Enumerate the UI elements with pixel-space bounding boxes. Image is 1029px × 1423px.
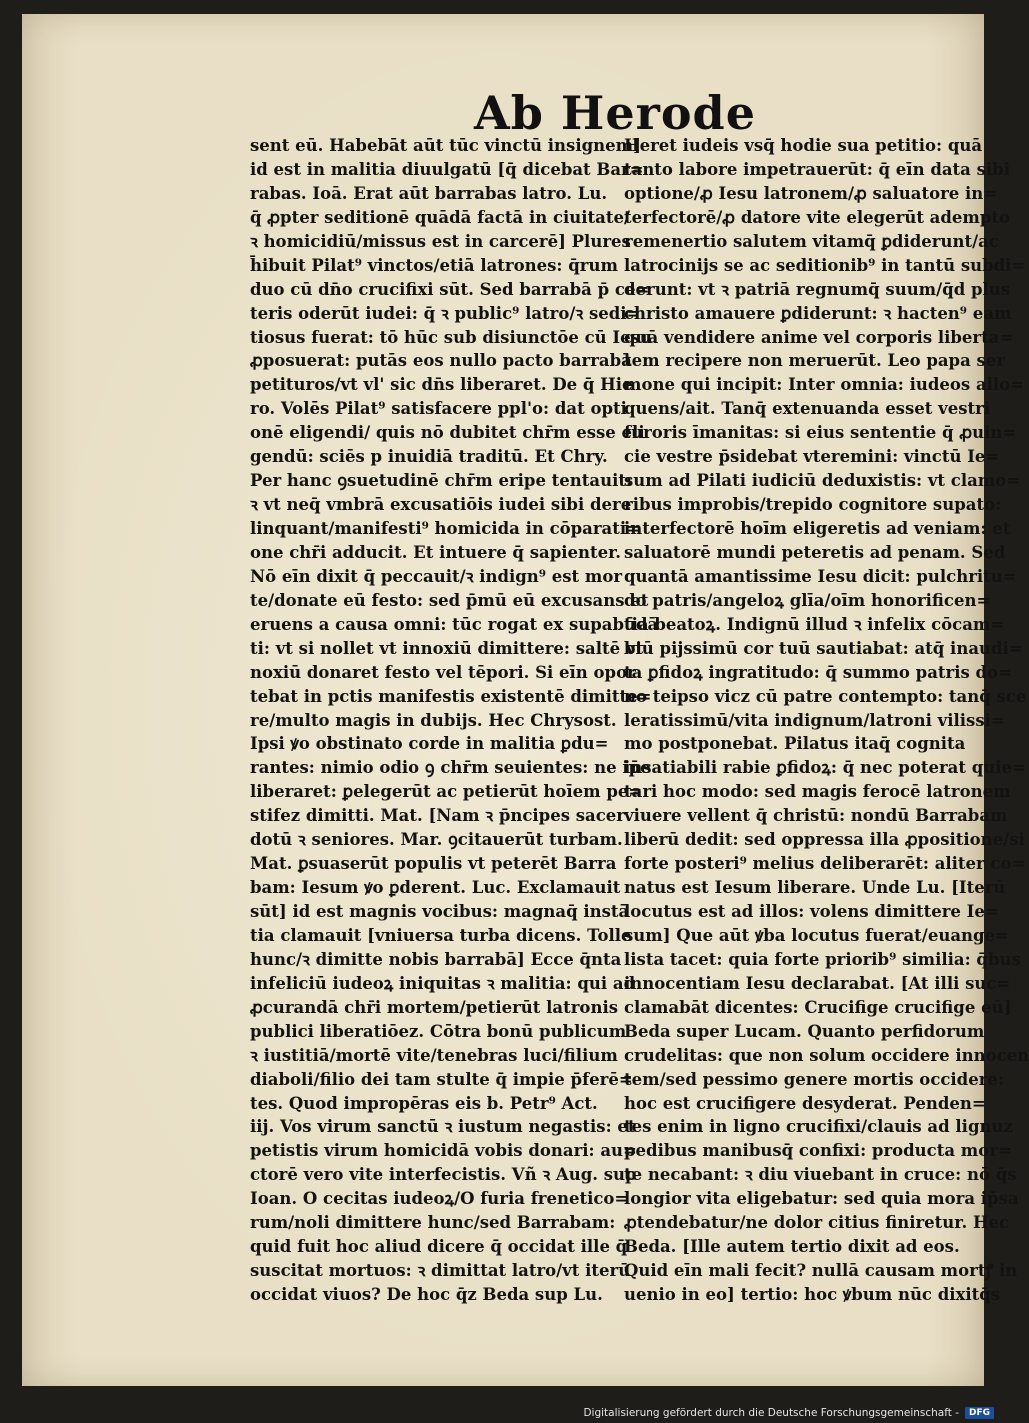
text-line: tiosus fuerat: tō hūc sub disiunctōe cū Iesu bbox=[250, 327, 652, 347]
text-line: christo amauere ꝑdiderunt: ꝛ hacten⁹ eam bbox=[624, 303, 1012, 323]
dfg-logo: DFG bbox=[965, 1407, 994, 1419]
text-line: saluatorē mundi peteretis ad penam. Sed bbox=[624, 542, 1006, 562]
text-line: iij. Vos virum sanctū ꝛ iustum negastis: et bbox=[250, 1117, 636, 1137]
text-line: onē eligendi/ quis nō dubitet chr̄m esse eli bbox=[250, 423, 645, 443]
text-line: Ipsi ꝟo obstinato corde in malitia ꝑdu= bbox=[250, 734, 609, 754]
text-line: infeliciū iudeoꝝ iniquitas ꝛ malitia: qui ad bbox=[250, 973, 636, 993]
text-line: natus est Iesum liberare. Unde Lu. [Iterū bbox=[624, 878, 1006, 898]
text-line: ti: vt si nollet vt innoxiū dimittere: saltē vt bbox=[250, 638, 644, 658]
text-line: ctorē vero vite interfecistis. Vñ ꝛ Aug. sup bbox=[250, 1165, 637, 1185]
left-text-column bbox=[250, 134, 659, 1307]
text-line: uenio in eo] tertio: hoc ꝟbum nūc dixitq̄s bbox=[624, 1285, 1001, 1304]
text-line: forte posteri⁹ melius deliberarēt: aliter co= bbox=[624, 854, 1026, 874]
text-line: rum/noli dimittere hunc/sed Barrabam: bbox=[250, 1213, 616, 1233]
book-page bbox=[22, 14, 1029, 1386]
text-line: quā vendidere anime vel corporis liberta= bbox=[624, 327, 1014, 347]
right-text-column bbox=[624, 134, 1029, 1307]
text-line: ꝛ homicidiū/missus est in carcerē] Plures bbox=[250, 231, 631, 251]
text-line: one chr̄i adducit. Et intuere q̄ sapienter. bbox=[250, 542, 622, 562]
text-line: quantā amantissime Iesu dicit: pulchritu= bbox=[624, 566, 1017, 586]
text-line: ꝛ vt neq̄ vmbrā excusatiōis iudei sibi dere bbox=[250, 495, 632, 515]
text-line: publici liberatiōez. Cōtra bonū publicum bbox=[250, 1021, 627, 1041]
text-line: stifez dimitti. Mat. [Nam ꝛ p̄ncipes sacer bbox=[250, 806, 625, 826]
text-line: q̄ ꝓpter seditionē quādā factā in ciuitate/ bbox=[250, 207, 631, 227]
text-line: te/donate eū festo: sed p̄mū eū excusans et bbox=[250, 590, 649, 610]
text-line: mone qui incipit: Inter omnia: iudeos allo= bbox=[624, 375, 1025, 395]
text-line: tebat in pctis manifestis existentē dimitte= bbox=[250, 686, 652, 706]
text-line: Mat. ꝑsuaserūt populis vt peterēt Barra bbox=[250, 854, 617, 874]
text-line: ro. Volēs Pilat⁹ satisfacere ppl'o: dat opti bbox=[250, 399, 627, 419]
text-line: id est in malitia diuulgatū [q̄ dicebat Bar= bbox=[250, 159, 644, 179]
text-line: noxiū donaret festo vel tēpori. Si eīn opor bbox=[250, 662, 636, 682]
text-line: sum ad Pilati iudiciū deduxistis: vt clamo= bbox=[624, 471, 1021, 491]
text-line: ꝛ iustitiā/mortē vite/tenebras luci/filium bbox=[250, 1045, 618, 1065]
text-line: liberū dedit: sed oppressa illa ꝓpositione/si bbox=[624, 830, 1025, 850]
text-line: liberaret: ꝑelegerūt ac petierūt hoīem pe= bbox=[250, 782, 643, 802]
text-line: sent eū. Habebāt aūt tūc vinctū insignem] bbox=[250, 136, 641, 155]
text-line: viuere vellent q̄ christū: nondū Barrabam bbox=[624, 806, 1008, 826]
text-line: te necabant: ꝛ diu viuebant in cruce: nō q̄s bbox=[624, 1165, 1017, 1185]
text-line: Nō eīn dixit q̄ peccauit/ꝛ indign⁹ est mor bbox=[250, 566, 623, 586]
text-line: tes. Quod impropēras eis b. Petr⁹ Act. bbox=[250, 1093, 598, 1113]
text-line: cie vestre p̄sidebat vteremini: vinctū Ie= bbox=[624, 447, 1000, 467]
text-line: Per hanc ꝯsuetudinē chr̄m eripe tentauit: bbox=[250, 471, 633, 491]
text-line: interfectorē hoīm eligeretis ad veniam: et bbox=[624, 519, 1011, 538]
text-line: ribus improbis/trepido cognitore supato: bbox=[624, 495, 1002, 515]
text-line: duo cū dn̄o crucifixi sūt. Sed barrabā p̄ ce= bbox=[250, 279, 650, 299]
text-line: re/multo magis in dubijs. Hec Chrysost. bbox=[250, 710, 617, 730]
text-line: clamabāt dicentes: Crucifige crucifige eū] bbox=[624, 997, 1012, 1017]
text-line: diaboli/filio dei tam stulte q̄ impie p̄ferē= bbox=[250, 1069, 633, 1089]
text-line: do patris/angeloꝝ glīa/oīm honorificen= bbox=[624, 590, 991, 610]
text-line: furoris īmanitas: si eius sententie q̄ ꝓuin= bbox=[624, 423, 1017, 443]
text-line: Beda super Lucam. Quanto perfidorum bbox=[624, 1021, 985, 1041]
text-line: latrocinijs se ac seditionib⁹ in tantū subdi= bbox=[624, 255, 1026, 275]
text-line: sūt] id est magnis vocibus: magnaq̄ instā bbox=[250, 902, 630, 921]
text-line: hoc est crucifigere desyderat. Penden= bbox=[624, 1093, 986, 1113]
text-line: insatiabili rabie ꝑfidoꝝ: q̄ nec poterat quie= bbox=[624, 758, 1026, 778]
text-line: ꝓcurandā chr̄i mortem/petierūt latronis bbox=[250, 997, 618, 1017]
running-head: Ab Herode bbox=[474, 86, 756, 140]
text-line: tanto labore impetrauerūt: q̄ eīn data sibi bbox=[624, 159, 1010, 179]
text-line: Ioan. O cecitas iudeoꝝ/O furia frenetico= bbox=[250, 1189, 629, 1209]
text-line: sum] Que aūt ꝟba locutus fuerat/euange= bbox=[624, 925, 1009, 945]
text-line: tari hoc modo: sed magis ferocē latronem bbox=[624, 782, 1011, 802]
text-line: occidat viuos? De hoc q̄z Beda sup Lu. bbox=[250, 1285, 603, 1304]
text-line: biū pijssimū cor tuū sautiabat: atq̄ inaudi= bbox=[624, 638, 1023, 658]
text-line: teris oderūt iudei: q̄ ꝛ public⁹ latro/ꝛ sedi= bbox=[250, 303, 641, 323]
text-line: rabas. Ioā. Erat aūt barrabas latro. Lu. bbox=[250, 183, 608, 203]
text-line: hunc/ꝛ dimitte nobis barrabā] Ecce q̄nta bbox=[250, 949, 622, 969]
footer-credit: Digitalisierung gefördert durch die Deutsche Forschungsgemeinschaft - bbox=[583, 1406, 959, 1419]
text-line: Heret iudeis vsq̄ hodie sua petitio: quā bbox=[624, 136, 983, 155]
text-line: tes enim in ligno crucifixi/clauis ad lignuz bbox=[624, 1117, 1013, 1137]
text-line: quens/ait. Tanq̄ extenuanda esset vestri bbox=[624, 399, 991, 419]
digitization-footer bbox=[583, 1402, 1000, 1423]
text-line: rantes: nimio odio ꝯ chr̄m seuientes: ne ip̄e bbox=[250, 758, 651, 778]
text-line: dotū ꝛ seniores. Mar. ꝯcitauerūt turbam. bbox=[250, 830, 623, 850]
text-line: terfectorē/ꝓ datore vite elegerūt adempto bbox=[624, 207, 1011, 227]
text-line: Beda. [Ille autem tertio dixit ad eos. bbox=[624, 1237, 960, 1257]
text-line: leratissimū/vita indignum/latroni vilissi= bbox=[624, 710, 1005, 730]
text-line: bam: Iesum ꝟo ꝑderent. Luc. Exclamauit bbox=[250, 878, 621, 898]
text-line: quid fuit hoc aliud dicere q̄ occidat ille q̄ bbox=[250, 1237, 628, 1257]
text-line: linquant/manifesti⁹ homicida in cōparati= bbox=[250, 519, 640, 538]
text-line: no teipso vicz cū patre contempto: tanq̄ sce bbox=[624, 686, 1027, 706]
text-line: petituros/vt vl' sic dn̄s liberaret. De q̄ Hie bbox=[250, 375, 633, 395]
text-line: eruens a causa omni: tūc rogat ex supabūdā bbox=[250, 614, 659, 634]
text-line: ꝓposuerat: putās eos nullo pacto barrabā bbox=[250, 351, 632, 371]
text-line: tem/sed pessimo genere mortis occidere: bbox=[624, 1069, 1004, 1089]
text-line: tia clamauit [vniuersa turba dicens. Tolle bbox=[250, 925, 632, 945]
text-line: petistis virum homicidā vobis donari: au= bbox=[250, 1141, 637, 1161]
text-line: gendū: sciēs p inuidiā traditū. Et Chry. bbox=[250, 447, 608, 467]
text-line: Quid eīn mali fecit? nullā causam mortꝭ in bbox=[624, 1261, 1018, 1281]
text-line: longior vita eligebatur: sed quia mora ip̄sa bbox=[624, 1189, 1019, 1209]
text-line: tia beatoꝝ. Indignū illud ꝛ infelix cōcam= bbox=[624, 614, 1005, 634]
text-line: locutus est ad illos: volens dimittere Ie= bbox=[624, 902, 999, 921]
text-line: derunt: vt ꝛ patriā regnumq̄ suum/q̄d plus bbox=[624, 279, 1011, 299]
text-line: optione/ꝓ Iesu latronem/ꝓ saluatore in= bbox=[624, 183, 998, 203]
text-line: innocentiam Iesu declarabat. [At illi suc= bbox=[624, 973, 1011, 993]
text-line: lista tacet: quia forte priorib⁹ similia: q̄bus bbox=[624, 949, 1021, 969]
text-line: h̄ibuit Pilat⁹ vinctos/etiā latrones: q̄rum bbox=[250, 255, 618, 275]
text-line: pedibus manibusq̄ confixi: producta mor= bbox=[624, 1141, 1012, 1161]
text-line: remenertio salutem vitamq̄ ꝑdiderunt/ac bbox=[624, 231, 999, 251]
text-line: ꝓtendebatur/ne dolor citius finiretur. Hec bbox=[624, 1213, 1010, 1233]
text-line: ta ꝑfidoꝝ ingratitudo: q̄ summo patris do= bbox=[624, 662, 1012, 682]
text-line: suscitat mortuos: ꝛ dimittat latro/vt iterū bbox=[250, 1261, 631, 1281]
text-line: tem recipere non meruerūt. Leo papa ser bbox=[624, 351, 1006, 371]
text-line: mo postponebat. Pilatus itaq̄ cognita bbox=[624, 734, 966, 754]
text-line: crudelitas: que non solum occidere innocen bbox=[624, 1045, 1029, 1065]
